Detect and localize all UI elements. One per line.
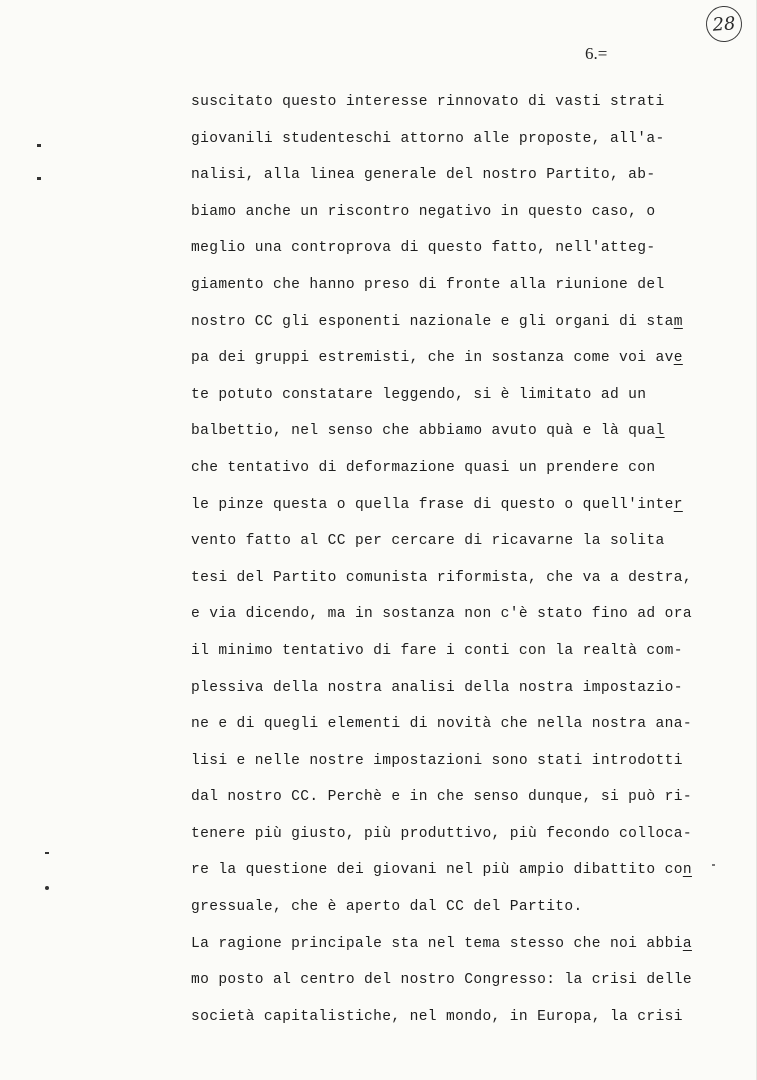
margin-mark [45,852,49,854]
text-line-1: suscitato questo interesse rinnovato di vasti strati [191,94,665,110]
margin-mark [45,886,49,890]
text-line-26: società capitalistiche, nel mondo, in Europa, la crisi [191,1008,683,1025]
underlined-letter: n [682,862,692,879]
text-line-2: giovanili studenteschi attorno alle proposte, all'a- [191,130,665,147]
text-line-19: lisi e nelle nostre impostazioni sono stati introdotti [191,752,683,769]
underlined-letter: m [673,313,683,330]
margin-mark [37,144,41,147]
underlined-letter: r [673,496,683,513]
text-line-13: vento fatto al CC per cercare di ricavarne la solita [191,533,665,550]
page-number: 6.= [585,44,608,63]
margin-mark [712,864,715,866]
text-line-22: re la questione dei giovani nel più ampio dibattito con [191,862,692,879]
underlined-letter: l [655,423,665,440]
text-line-14: tesi del Partito comunista riformista, che va a destra, [191,569,692,586]
text-line-3: nalisi, alla linea generale del nostro Partito, ab- [191,167,656,184]
text-line-15: e via dicendo, ma in sostanza non c'è stato fino ad ora [191,606,692,623]
body-text [191,89,711,1040]
text-line-9: te potuto constatare leggendo, si è limitato ad un [191,386,647,403]
stamp-number: 28 [711,12,737,36]
underlined-letter: a [682,935,692,952]
text-line-17: plessiva della nostra analisi della nostra impostazio- [191,679,683,696]
text-line-16: il minimo tentativo di fare i conti con la realtà com- [191,642,683,659]
text-line-25: mo posto al centro del nostro Congresso: la crisi delle [191,972,692,989]
text-line-12: le pinze questa o quella frase di questo o quell'inter [191,496,683,513]
text-line-7: nostro CC gli esponenti nazionale e gli organi di stam [191,313,683,330]
text-line-11: che tentativo di deformazione quasi un prendere con [191,459,656,476]
text-line-5: meglio una controprova di questo fatto, nell'atteg- [191,240,656,257]
text-line-10: balbettio, nel senso che abbiamo avuto quà e là qual [191,423,665,440]
text-line-6: giamento che hanno preso di fronte alla riunione del [191,276,665,293]
text-line-24: La ragione principale sta nel tema stesso che noi abbia [191,935,692,952]
text-line-8: pa dei gruppi estremisti, che in sostanza come voi ave [191,350,683,367]
archive-page-stamp [705,5,743,43]
text-line-20: dal nostro CC. Perchè e in che senso dunque, si può ri- [191,789,692,806]
text-line-23: gressuale, che è aperto dal CC del Partito. [191,899,583,916]
text-line-21: tenere più giusto, più produttivo, più fecondo colloca- [191,825,692,842]
margin-mark [37,177,41,180]
text-line-18: ne e di quegli elementi di novità che nella nostra ana- [191,716,692,733]
underlined-letter: e [673,350,683,367]
text-line-4: biamo anche un riscontro negativo in questo caso, o [191,203,656,220]
